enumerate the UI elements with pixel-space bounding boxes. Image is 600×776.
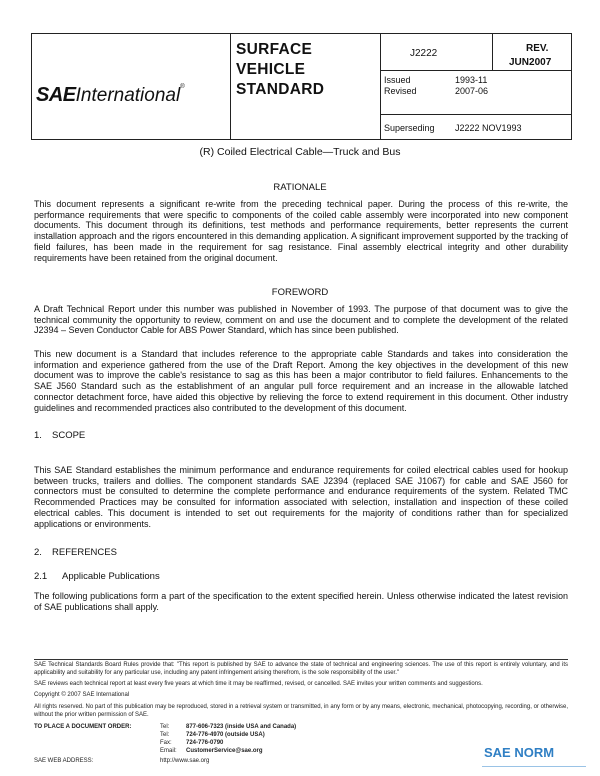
watermark-text: SAE NORM bbox=[484, 745, 555, 760]
issued-value: 1993-11 bbox=[455, 75, 488, 85]
foreword-paragraph-1: A Draft Technical Report under this number was published in November of 1993. The purpose of that document was to give the technical community the opportunity to review, comment on and use the document and to complete the development of the related J2394 – Seven Conductor Cable for ABS Power Standard, which has since been published. bbox=[34, 304, 568, 336]
sae-international-logo bbox=[36, 84, 185, 107]
fax-label: Fax: bbox=[160, 740, 172, 746]
web-label: SAE WEB ADDRESS: bbox=[34, 758, 94, 764]
applicable-title: Applicable Publications bbox=[62, 571, 160, 582]
scope-number: 1. bbox=[34, 430, 42, 441]
revised-label: Revised bbox=[384, 86, 417, 96]
standard-type-line: SURFACE bbox=[236, 41, 313, 58]
header-rule bbox=[380, 70, 571, 71]
footer-rule bbox=[34, 659, 568, 660]
standard-type-line: STANDARD bbox=[236, 81, 325, 98]
fax-value bbox=[186, 740, 223, 746]
email-label: Email: bbox=[160, 748, 177, 754]
review-note: SAE reviews each technical report at least every five years at which time it may be reaffirmed, revised, or cancelled. SAE invites your written comments and suggestions. bbox=[34, 681, 483, 687]
revised-value: 2007-06 bbox=[455, 86, 489, 96]
scope-heading bbox=[34, 430, 85, 441]
order-label-text: TO PLACE A DOCUMENT ORDER: bbox=[34, 724, 132, 730]
fax-number: 724-776-0790 bbox=[186, 740, 224, 746]
header-divider bbox=[492, 34, 493, 70]
rationale-heading: RATIONALE bbox=[273, 182, 327, 193]
watermark-underline bbox=[482, 766, 586, 767]
references-title: REFERENCES bbox=[52, 547, 117, 558]
standard-type bbox=[236, 40, 324, 100]
scope-title: SCOPE bbox=[52, 430, 86, 441]
references-heading bbox=[34, 547, 117, 558]
superseding-label: Superseding bbox=[384, 123, 435, 133]
foreword-paragraph-2: This new document is a Standard that includes reference to the appropriate cable Standards and takes into consideration the information and experience gathered from the use of the Draft Report. Among the key objectives in the development of this new document was to improve the cable's resistance to sag as this has been a major contributor to field failures. Enhancements to the SAE J560 Standard such as the establishment of an angular pull force requirement and an increase in the allowable latched connector detachment force, have aided this objective by relieving the force to extend requirement in this document. Other industry guidelines and recommended practices also contributed to the development of this document. bbox=[34, 349, 568, 413]
sae-norm-watermark bbox=[482, 744, 554, 762]
tel-value bbox=[186, 724, 296, 730]
tel2-label: Tel: bbox=[160, 732, 170, 738]
header-divider bbox=[380, 34, 381, 139]
tel2-number: 724-776-4970 (outside USA) bbox=[186, 732, 265, 738]
scope-text: This SAE Standard establishes the minimum performance and endurance requirements for coiled electrical cables used for hookup between trucks, trailers and dollies. The component standards SAE J2394 (replaced SAE J1067) for cable and SAE J560 for connectors must be consulted to determine the complete performance and endurance requirements of the system. Related TMC Recommended Practices may be consulted for information associated with selection, installation and inspection of these coiled electrical cables. This document is intended to set out requirements for the majority of conditions rather than for specialized applications or environments. bbox=[34, 465, 568, 529]
copyright: Copyright © 2007 SAE International bbox=[34, 692, 130, 698]
board-rules: SAE Technical Standards Board Rules provide that: "This report is published by SAE to advance the state of technical and engineering sciences. The use of this report is entirely voluntary, and its applicability and suitability for any particular use, including any patent infringement arising therefrom, is the sole responsibility of the user." bbox=[34, 662, 568, 676]
logo-sae: SAE bbox=[36, 84, 76, 106]
header-divider bbox=[230, 34, 231, 139]
order-label bbox=[34, 724, 131, 730]
tel-label: Tel: bbox=[160, 724, 170, 730]
applicable-text: The following publications form a part of the specification to the extent specified herein. Unless otherwise indicated the latest revision of SAE publications shall apply. bbox=[34, 591, 568, 612]
email-address[interactable]: CustomerService@sae.org bbox=[186, 748, 263, 754]
foreword-heading: FOREWORD bbox=[271, 287, 329, 298]
logo-international: International bbox=[75, 85, 181, 106]
superseding-value: J2222 NOV1993 bbox=[455, 123, 522, 133]
rights-notice: All rights reserved. No part of this publication may be reproduced, stored in a retrieval system or transmitted, in any form or by any means, electronic, mechanical, photocopying, recording, or otherwise, without the prior written permission of SAE. bbox=[34, 704, 568, 718]
tel-number: 877-606-7323 (inside USA and Canada) bbox=[186, 724, 297, 730]
email-value[interactable] bbox=[186, 748, 263, 754]
tel2-value bbox=[186, 732, 265, 738]
rev-value: JUN2007 bbox=[509, 57, 552, 68]
issued-label: Issued bbox=[384, 75, 411, 85]
header-rule bbox=[380, 114, 571, 115]
document-title: (R) Coiled Electrical Cable—Truck and Bus bbox=[199, 146, 401, 158]
web-address[interactable]: http://www.sae.org bbox=[160, 758, 210, 764]
standard-type-line: VEHICLE bbox=[236, 61, 306, 78]
applicable-number: 2.1 bbox=[34, 571, 48, 582]
applicable-publications-heading bbox=[34, 571, 160, 582]
rationale-text: This document represents a significant re-write from the preceding technical paper. During the process of this re-write, the performance requirements that were specific to components of the coiled cable assembly were incorporated into new component documents. This document through its definitions, test methods and performance requirements, better represents the current installation approach and the rigors encountered in this demanding application. A significant improvement supported by the tracking of field failures, has been made in the requirement for sag resistance. Final assembly electrical integrity and other durability requirements have been retained from the original document. bbox=[34, 199, 568, 263]
rev-label: REV. bbox=[526, 43, 549, 54]
document-number: J2222 bbox=[410, 48, 438, 59]
references-number: 2. bbox=[34, 547, 42, 558]
logo-trademark: ® bbox=[180, 84, 185, 90]
